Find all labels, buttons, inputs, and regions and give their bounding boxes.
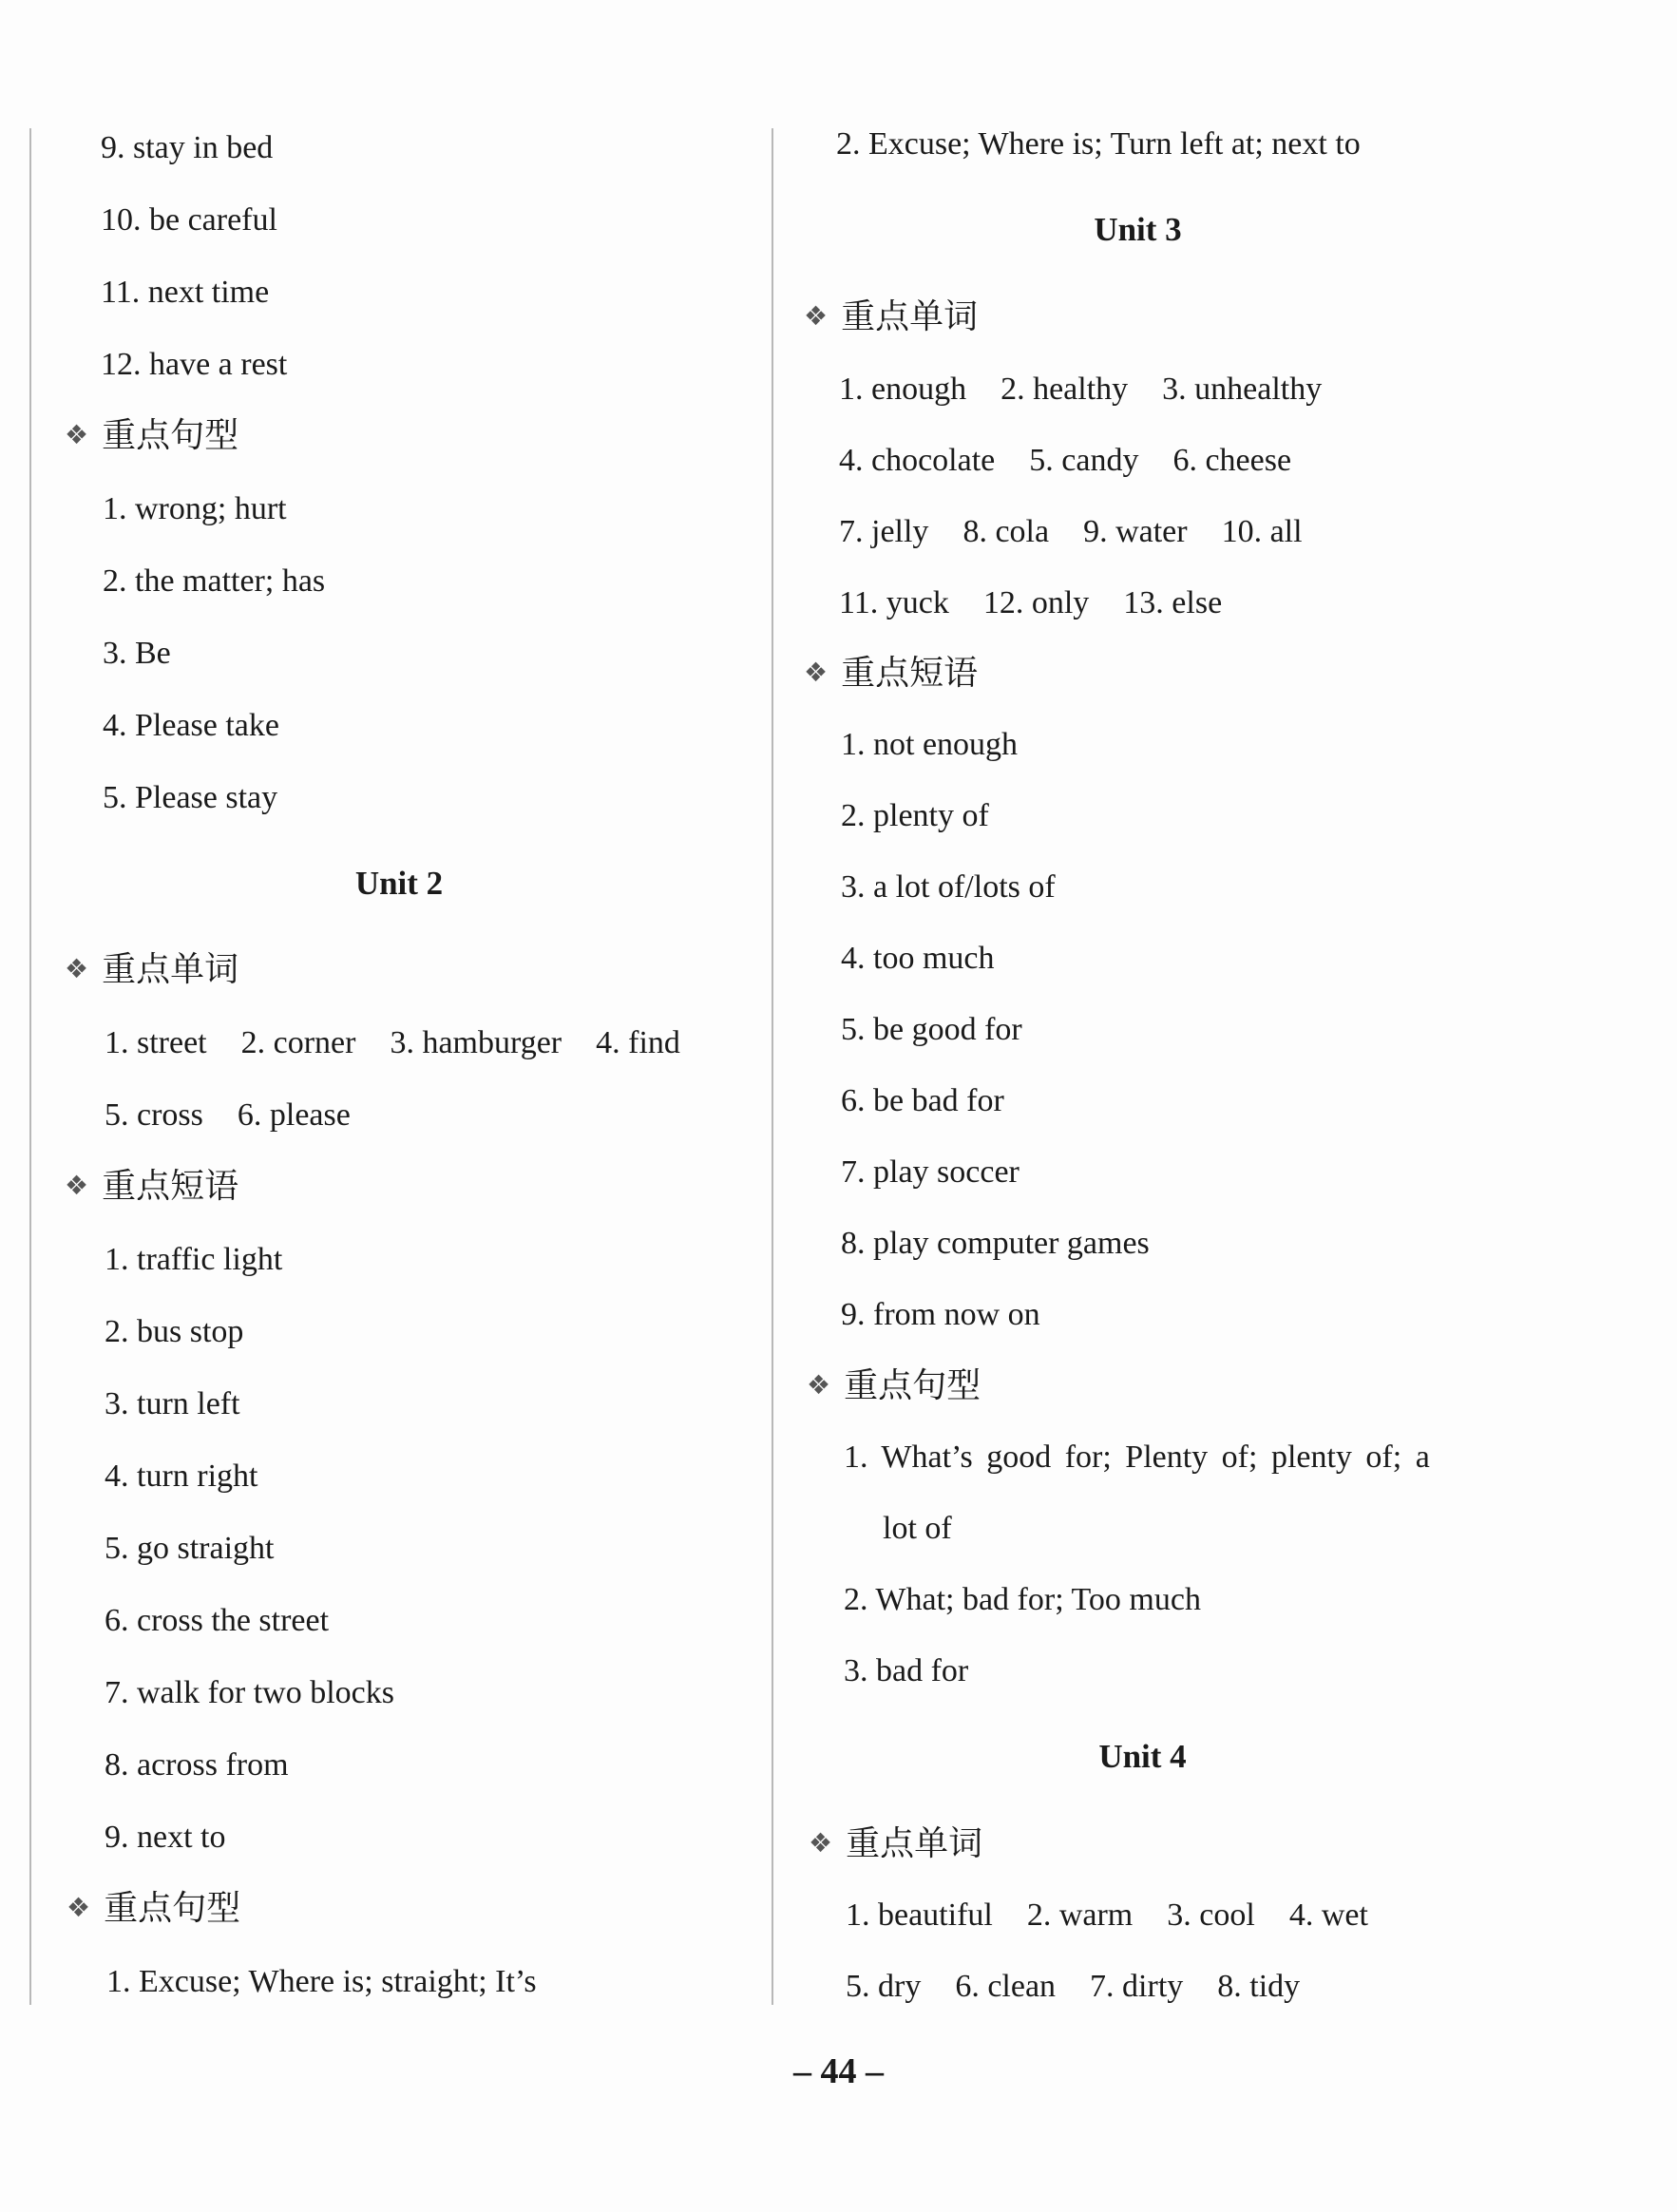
list-item: 5. candy [1029,443,1139,478]
word-row [839,371,1322,409]
list-item: 4. chocolate [839,443,996,478]
list-item: 2. What; bad for; Too much [844,1582,1201,1617]
list-item: 2. warm [1026,1897,1134,1933]
unit-3-title: Unit 3 [1094,211,1182,248]
list-item: 3. turn left [105,1386,240,1421]
list-item: 13. else [1123,585,1223,620]
list-item: 12. have a rest [101,347,288,382]
list-item: 5. cross [105,1097,203,1133]
word-row [105,1024,680,1062]
list-item: 3. a lot of/lots of [841,869,1056,905]
unit-2-title: Unit 2 [354,865,444,902]
list-item: 9. water [1083,514,1188,549]
section-heading-key-sentences: ❖ 重点句型 [65,416,239,455]
list-item: 1. Excuse; Where is; straight; It’s [106,1964,537,1999]
list-item: 8. play computer games [841,1226,1150,1261]
list-item: 1. enough [839,372,967,407]
list-item: 7. play soccer [841,1154,1020,1190]
section-heading-key-phrases: ❖ 重点短语 [804,654,979,693]
diamond-bullet-icon: ❖ [809,1827,833,1859]
list-item: 2. the matter; has [103,563,326,599]
list-item: 2. healthy [1000,372,1129,407]
word-row [105,1096,351,1135]
list-item: 6. cross the street [105,1603,330,1638]
list-item: 3. bad for [844,1653,969,1688]
diamond-bullet-icon: ❖ [807,1369,831,1401]
list-item: 8. tidy [1217,1969,1301,2004]
list-item: 6. please [237,1097,351,1133]
word-row [839,442,1291,480]
list-item: 8. cola [962,514,1050,549]
list-item: 9. next to [105,1820,226,1855]
column-divider [772,128,773,2005]
list-item: 6. cheese [1172,443,1292,478]
list-item: 3. unhealthy [1162,372,1323,407]
list-item: 10. all [1221,514,1303,549]
diamond-bullet-icon: ❖ [67,1892,91,1923]
diamond-bullet-icon: ❖ [65,953,89,984]
section-heading-key-phrases: ❖ 重点短语 [65,1167,239,1206]
section-heading-key-sentences: ❖ 重点句型 [807,1366,981,1405]
left-margin-rule [29,128,31,2005]
word-row [839,513,1303,551]
unit-4-title: Unit 4 [1098,1738,1187,1775]
list-item: 11. next time [101,275,270,310]
list-item: 5. be good for [841,1012,1022,1047]
list-item: 2. plenty of [841,798,989,833]
list-item: 7. walk for two blocks [105,1675,395,1710]
list-item: 12. only [982,585,1090,620]
list-item: 5. go straight [105,1531,275,1566]
list-item: 4. Please take [103,708,279,743]
section-heading-key-words: ❖ 重点单词 [809,1824,983,1863]
list-item: 5. dry [846,1969,922,2004]
list-item: 7. dirty [1090,1969,1184,2004]
word-row [846,1968,1300,2006]
list-item: 6. be bad for [841,1083,1004,1118]
section-heading-key-sentences: ❖ 重点句型 [67,1889,241,1928]
list-item: 9. stay in bed [101,130,274,165]
word-row [839,584,1222,622]
list-item: 10. be careful [101,202,277,238]
page-number: – 44 – [793,2051,884,2091]
list-item: 2. corner [240,1025,356,1060]
list-item: 9. from now on [841,1297,1040,1332]
list-item: 2. Excuse; Where is; Turn left at; next to [836,126,1361,162]
diamond-bullet-icon: ❖ [804,300,829,332]
list-item: 1. traffic light [105,1242,283,1277]
list-item: 3. Be [103,636,171,671]
list-item: 1. street [105,1025,207,1060]
word-row [846,1897,1368,1935]
list-item: 8. across from [105,1747,289,1783]
list-item: 5. Please stay [103,780,278,815]
list-item: 3. cool [1167,1897,1255,1933]
section-heading-key-words: ❖ 重点单词 [65,950,239,989]
list-item: 3. hamburger [390,1025,562,1060]
diamond-bullet-icon: ❖ [804,657,829,688]
list-item: 4. wet [1288,1897,1368,1933]
list-item: 11. yuck [839,585,949,620]
list-item: 6. clean [955,1969,1057,2004]
list-item: 1. What’s good for; Plenty of; plenty of; a [844,1440,1430,1475]
diamond-bullet-icon: ❖ [65,1170,89,1201]
list-item: 4. find [596,1025,680,1060]
list-item: 1. wrong; hurt [103,491,287,526]
list-item: 1. beautiful [846,1897,993,1933]
list-item: 2. bus stop [105,1314,244,1349]
section-heading-key-words: ❖ 重点单词 [804,297,979,336]
list-item: 1. not enough [841,727,1019,762]
diamond-bullet-icon: ❖ [65,419,89,450]
list-item: 4. turn right [105,1459,258,1494]
list-item-continuation: lot of [883,1511,952,1546]
list-item: 7. jelly [839,514,929,549]
list-item: 4. too much [841,941,995,976]
